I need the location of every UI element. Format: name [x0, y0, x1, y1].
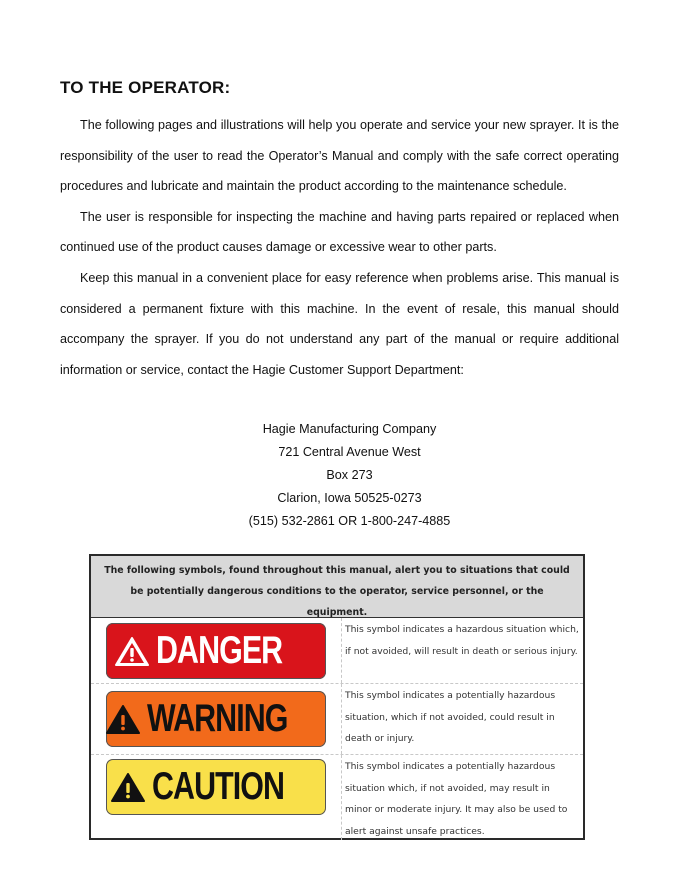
street-address: 721 Central Avenue West	[278, 445, 421, 459]
row-description: This symbol indicates a hazardous situation which, if not avoided, will result in death or serious injury.	[345, 624, 579, 657]
paragraph: Keep this manual in a convenient place for easy reference when problems arise. This manual is considered a permanent fixture with this machine. In the event of resale, this manual should accompany the sprayer. If you do not understand any part of the manual or require additional information or service, contact the Hagie Customer Support Department:	[60, 270, 619, 377]
po-box: Box 273	[326, 468, 373, 482]
company-name: Hagie Manufacturing Company	[262, 422, 437, 436]
body-text	[60, 110, 619, 385]
alert-triangle-icon	[114, 635, 150, 667]
signal-word: CAUTION	[152, 765, 285, 808]
alert-triangle-icon	[110, 771, 146, 803]
contact-address	[60, 418, 639, 533]
table-row	[91, 755, 583, 840]
page-title: TO THE OPERATOR:	[60, 78, 231, 97]
alert-triangle-icon	[105, 703, 141, 735]
city-state-zip: Clarion, Iowa 50525-0273	[277, 491, 422, 505]
safety-symbol-table	[89, 554, 585, 840]
signal-word: DANGER	[156, 628, 283, 672]
danger-signal	[106, 623, 326, 679]
row-description: This symbol indicates a potentially hazardous situation, which if not avoided, could result in death or injury.	[345, 690, 556, 744]
paragraph: The user is responsible for inspecting the machine and having parts repaired or replaced when continued use of the product causes damage or excessive wear to other parts.	[60, 209, 619, 255]
caution-signal	[106, 759, 326, 815]
phone-numbers: (515) 532-2861 OR 1-800-247-4885	[248, 514, 451, 528]
warning-signal	[106, 691, 326, 747]
paragraph: The following pages and illustrations will help you operate and service your new sprayer. It is the responsibility of the user to read the Operator’s Manual and comply with the safe correct operating procedures and lubricate and maintain the product according to the maintenance schedule.	[60, 118, 619, 194]
row-description: This symbol indicates a potentially hazardous situation which, if not avoided, may result in minor or moderate injury. It may also be used to alert against unsafe practices.	[345, 761, 568, 837]
table-header: The following symbols, found throughout this manual, alert you to situations that could be potentially dangerous conditions to the operator, service personnel, or the equipment.	[91, 556, 583, 618]
table-row	[91, 618, 583, 684]
table-row	[91, 684, 583, 755]
signal-word: WARNING	[146, 697, 288, 740]
